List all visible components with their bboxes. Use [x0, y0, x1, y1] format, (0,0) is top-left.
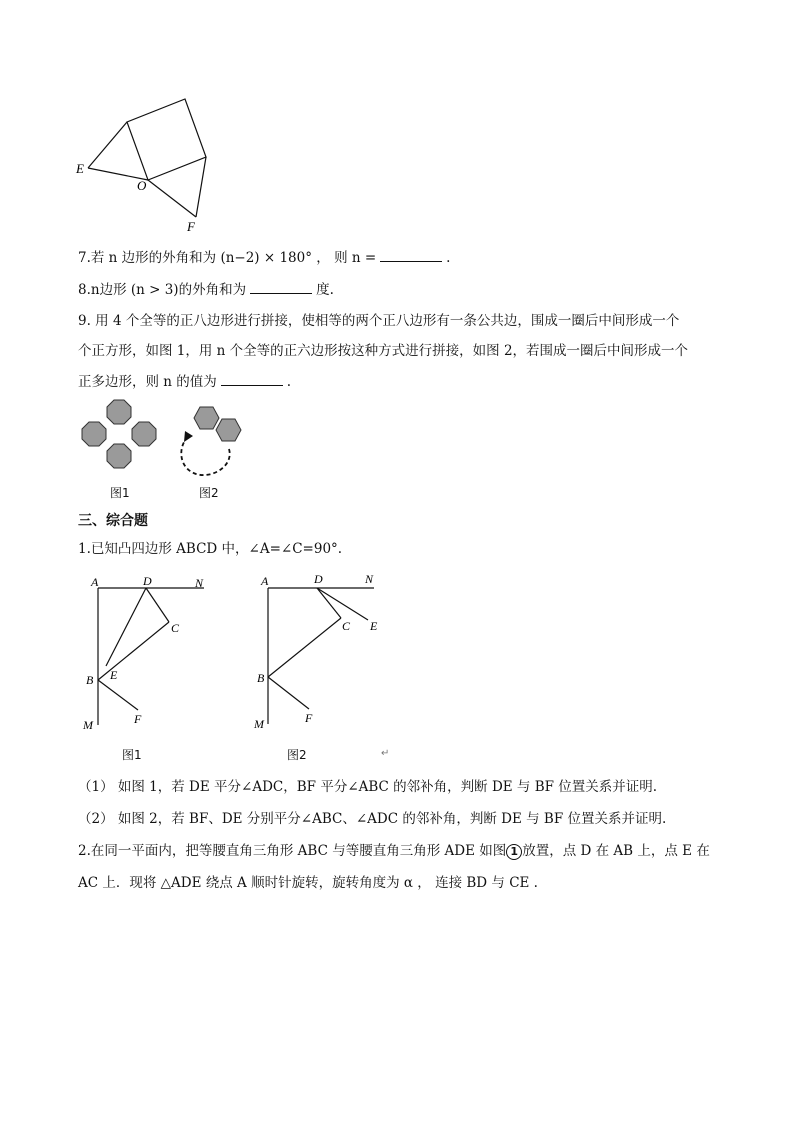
- fig1-label-b: B: [86, 673, 94, 687]
- octagon-top: [107, 400, 131, 424]
- return-mark: ↵: [381, 748, 390, 759]
- question-9-line-3: [78, 373, 291, 391]
- fig1-label-f: F: [134, 712, 142, 726]
- figure-2-caption: 图2: [199, 486, 219, 500]
- fig1-label-e: E: [110, 668, 118, 682]
- label-e: E: [76, 161, 84, 176]
- q8-answer-blank[interactable]: [250, 281, 312, 294]
- circled-number-1: 1: [506, 844, 522, 860]
- problem-1-figure-2: [250, 570, 390, 740]
- question-8: [78, 281, 334, 299]
- hexagon-left: [194, 407, 219, 429]
- fig2-label-e: E: [370, 619, 378, 633]
- octagon-figure: [78, 398, 160, 474]
- problem-1-figure-2-caption: 图2: [287, 748, 307, 762]
- dashed-arc-arrow: [181, 437, 229, 475]
- segment-e-top: [88, 122, 127, 168]
- q9-end: .: [286, 374, 292, 390]
- question-9-line-1: 9. 用 4 个全等的正八边形进行拼接，使相等的两个正八边形有一条公共边，围成一圈后中间形成一个: [78, 313, 680, 329]
- hexagon-right: [216, 419, 241, 441]
- q8-text: 8.n边形 (n > 3)的外角和为: [78, 282, 247, 298]
- octagon-left: [82, 422, 106, 446]
- question-9-line-2: 个正方形，如图 1，用 n 个全等的正六边形按这种方式进行拼接，如图 2，若围成一圈后中间形成一个: [78, 343, 689, 359]
- problem-1-sub-1: （1） 如图 1，若 DE 平分∠ADC，BF 平分∠ABC 的邻补角，判断 DE 与 BF 位置关系并证明.: [78, 779, 658, 795]
- fig1-label-d: D: [143, 574, 152, 588]
- octagon-right: [132, 422, 156, 446]
- fig2-label-d: D: [314, 572, 323, 586]
- hexagon-figure: [172, 404, 252, 480]
- fig2-label-b: B: [257, 671, 265, 685]
- fig2-label-m: M: [254, 717, 264, 731]
- fig2-label-n: N: [365, 572, 374, 586]
- label-f: F: [187, 219, 195, 234]
- section-3-heading: 三、综合题: [78, 513, 148, 529]
- octagon-bottom: [107, 444, 131, 468]
- arrow-head: [184, 431, 193, 442]
- problem-1-figure-1: [78, 570, 218, 740]
- q9-line3-text: 正多边形，则 n 的值为: [78, 374, 217, 390]
- problem-1-intro: 1.已知凸四边形 ABCD 中，∠A=∠C=90°.: [78, 541, 343, 557]
- segment-right-f: [196, 157, 206, 217]
- fig2-label-f: F: [305, 711, 313, 725]
- q8-end: 度.: [316, 282, 334, 298]
- problem-1-figure-1-caption: 图1: [122, 748, 142, 762]
- problem-2-line-1: [78, 842, 710, 860]
- fig1-label-m: M: [83, 718, 93, 732]
- fig2-label-c: C: [342, 619, 351, 633]
- label-o: O: [137, 178, 147, 193]
- p2-line1-a: 2.在同一平面内，把等腰直角三角形 ABC 与等腰直角三角形 ADE 如图: [78, 843, 507, 859]
- fig1-label-c: C: [171, 621, 180, 635]
- p2-line1-b: 放置，点 D 在 AB 上，点 E 在: [522, 843, 710, 859]
- q7-text: 7.若 n 边形的外角和为 (n−2) × 180° ， 则 n =: [78, 250, 377, 266]
- problem-1-sub-2: （2） 如图 2，若 BF、DE 分别平分∠ABC、∠ADC 的邻补角，判断 DE 与 BF 位置关系并证明.: [78, 811, 667, 827]
- segment-o-f: [148, 180, 196, 217]
- q7-answer-blank[interactable]: [380, 249, 442, 262]
- problem-2-line-2: AC 上．现将 △ADE 绕点 A 顺时针旋转，旋转角度为 α ， 连接 BD 与 CE .: [78, 875, 538, 891]
- q7-end: .: [446, 250, 451, 266]
- q9-answer-blank[interactable]: [221, 373, 283, 386]
- figure-1-caption: 图1: [110, 486, 130, 500]
- fig1-label-n: N: [195, 576, 204, 590]
- question-7: [78, 249, 450, 267]
- square-shape: [127, 99, 206, 180]
- fig2-label-a: A: [261, 574, 269, 588]
- top-geometry-figure: [70, 92, 220, 237]
- fig1-label-a: A: [91, 575, 99, 589]
